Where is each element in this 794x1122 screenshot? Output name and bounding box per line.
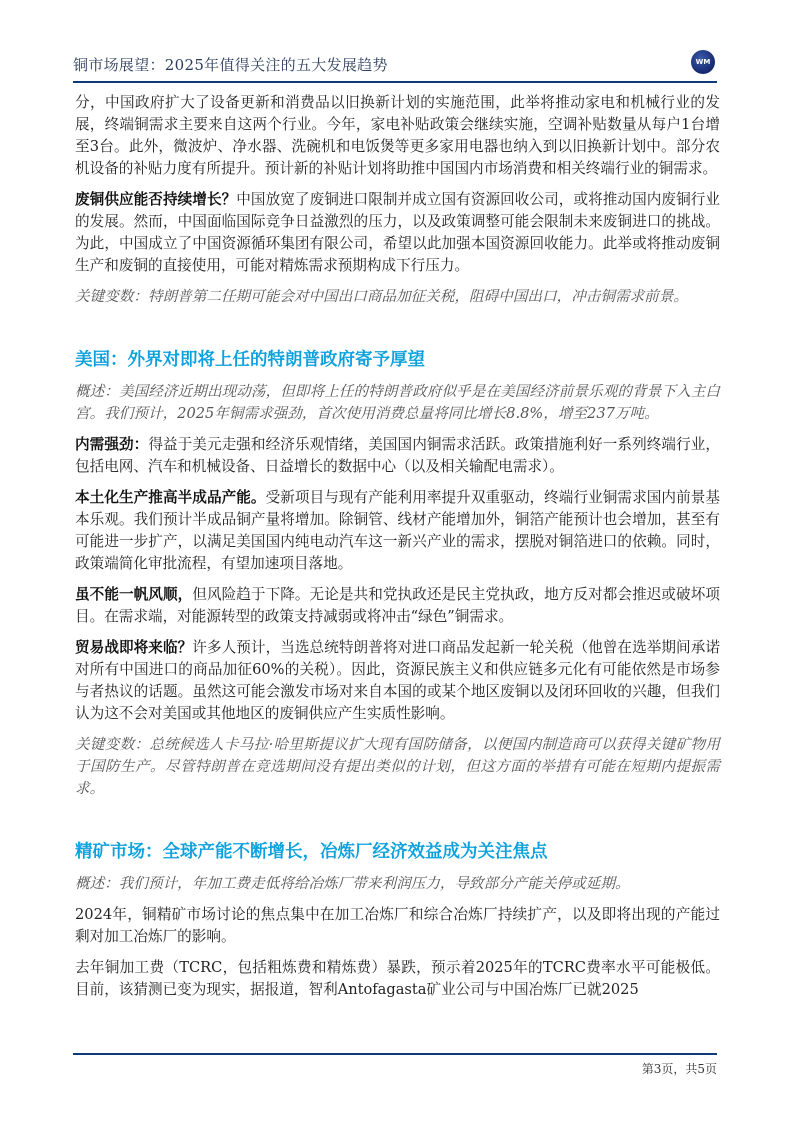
company-logo-icon: WM [691, 50, 715, 74]
section-heading-concentrate: 精矿市场：全球产能不断增长，冶炼厂经济效益成为关注焦点 [75, 842, 548, 862]
paragraph-localized-production: 本土化生产推高半成品产能。受新项目与现有产能利用率提升双重驱动，终端行业铜需求国内前景基本乐观。我们预计半成品铜产量将增加。除铜管、线材产能增加外，铜箔产能预计也会增加，甚至有可能进一步扩产，以满足美国国内纯电动汽车这一新兴产业的需求，摆脱对铜箔进口的依赖。同时，政策端简化审批流程，有望加速项目落地。 [75, 489, 720, 572]
key-variable-china: 关键变数：特朗普第二任期可能会对中国出口商品加征关税，阻碍中国出口，冲击铜需求前景。 [75, 288, 688, 305]
page-number: 第3页，共5页 [641, 1062, 717, 1076]
summary-usa: 概述：美国经济近期出现动荡，但即将上任的特朗普政府似乎是在美国经济前景乐观的背景下入主白宫。我们预计，2025年铜需求强劲，首次使用消费总量将同比增长8.8%，增至237万吨。 [75, 383, 720, 422]
paragraph-tcrc: 去年铜加工费（TCRC，包括粗炼费和精炼费）暴跌，预示着2025年的TCRC费率水平可能极低。目前，该猜测已变为现实，据报道，智利Antofagasta矿业公司与中国冶炼厂已就2025 [75, 959, 720, 998]
page-header [73, 50, 717, 80]
summary-concentrate: 概述：我们预计，年加工费走低将给冶炼厂带来利润压力，导致部分产能关停或延期。 [75, 875, 630, 892]
paragraph-scrap-supply: 废铜供应能否持续增长？中国放宽了废铜进口限制并成立国有资源回收公司，或将推动国内废铜行业的发展。然而，中国面临国际竞争日益激烈的压力，以及政策调整可能会限制未来废铜进口的挑战。为此，中国成立了中国资源循环集团有限公司，希望以此加强本国资源回收能力。此举或将推动废铜生产和废铜的直接使用，可能对精炼需求预期构成下行压力。 [75, 191, 720, 274]
paragraph-concentrate-2024: 2024年，铜精矿市场讨论的焦点集中在加工冶炼厂和综合冶炼厂持续扩产，以及即将出现的产能过剩对加工冶炼厂的影响。 [75, 906, 720, 945]
paragraph-lead: 贸易战即将来临？ [75, 639, 193, 656]
paragraph-lead: 废铜供应能否持续增长？ [75, 191, 237, 208]
page-content [75, 92, 720, 1010]
paragraph-risks: 虽不能一帆风顺，但风险趋于下降。无论是共和党执政还是民主党执政，地方反对都会推迟或破坏项目。在需求端，对能源转型的政策支持减弱或将冲击“绿色”铜需求。 [75, 586, 720, 625]
section-heading-usa: 美国：外界对即将上任的特朗普政府寄予厚望 [75, 350, 425, 370]
paragraph-trade-war: 贸易战即将来临？许多人预计，当选总统特朗普将对进口商品发起新一轮关税（他曾在选举期间承诺对所有中国进口的商品加征60%的关税）。因此，资源民族主义和供应链多元化有可能依然是市场参与者热议的话题。虽然这可能会激发市场对来自本国的或某个地区废铜以及闭环回收的兴趣，但我们认为这不会对美国或其他地区的废铜供应产生实质性影响。 [75, 639, 720, 722]
paragraph-china-subsidy: 分，中国政府扩大了设备更新和消费品以旧换新计划的实施范围，此举将推动家电和机械行业的发展，终端铜需求主要来自这两个行业。今年，家电补贴政策会继续实施，空调补贴数量从每户1台增至3台。此外，微波炉、净水器、洗碗机和电饭煲等更多家用电器也纳入到以旧换新计划中。部分农机设备的补贴力度有所提升。预计新的补贴计划将助推中国国内市场消费和相关终端行业的铜需求。 [75, 94, 720, 177]
document-title: 铜市场展望：2025年值得关注的五大发展趋势 [73, 56, 388, 74]
footer-divider [73, 1053, 717, 1055]
paragraph-lead: 本土化生产推高半成品产能。 [75, 489, 266, 506]
paragraph-lead: 虽不能一帆风顺， [75, 586, 193, 603]
paragraph-domestic-demand: 内需强劲：得益于美元走强和经济乐观情绪，美国国内铜需求活跃。政策措施利好一系列终端行业，包括电网、汽车和机械设备、日益增长的数据中心（以及相关输配电需求）。 [75, 436, 720, 475]
paragraph-lead: 内需强劲： [75, 436, 149, 453]
key-variable-usa: 关键变数：总统候选人卡马拉·哈里斯提议扩大现有国防储备，以便国内制造商可以获得关键矿物用于国防生产。尽管特朗普在竞选期间没有提出类似的计划，但这方面的举措有可能在短期内提振需求。 [75, 736, 720, 797]
header-divider [73, 81, 717, 83]
